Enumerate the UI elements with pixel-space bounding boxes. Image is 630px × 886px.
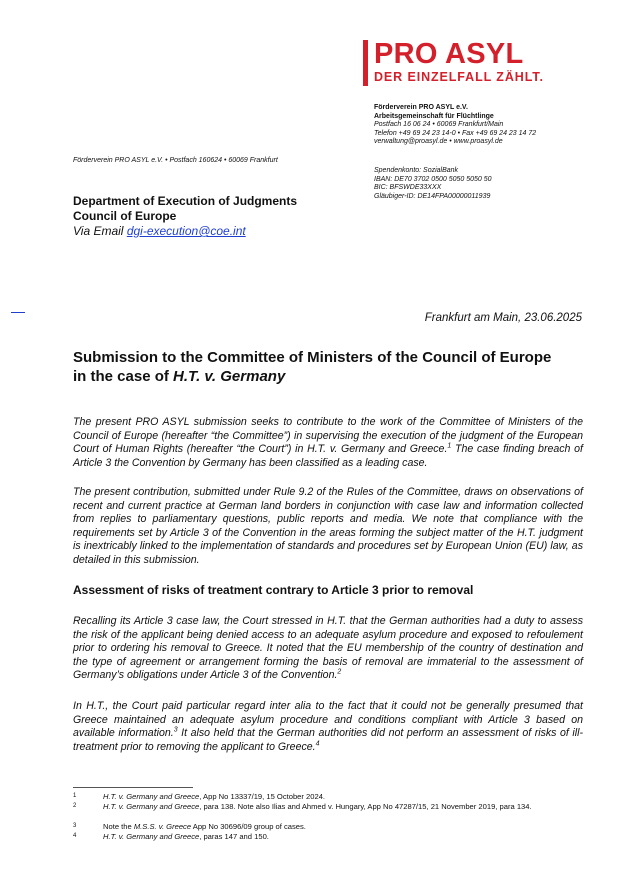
paragraph-2: The present contribution, submitted under Rule 9.2 of the Rules of the Committee, draws on observations of recent and current practice at German land borders in conjunction with case law and information collected from replies to parliamentary questions, public reports and media. We note that compliance with the requirements set by Article 3 of the Convention in the areas forming the subject matter of the H.T. judgment is inextricably linked to the implementation of standards and procedures set by European Union (EU) law, as detailed in this submission. <box>73 486 583 566</box>
margin-mark <box>11 312 25 313</box>
footnote-3-text <box>103 822 583 831</box>
footnote-4-number: 4 <box>73 833 77 839</box>
org-contact-block <box>374 104 536 147</box>
bank-account: Spendenkonto: SozialBank <box>374 167 459 174</box>
footnote-ref-1[interactable]: 1 <box>447 442 452 450</box>
footnote-ref-2[interactable]: 2 <box>337 668 342 676</box>
footnote-1-case: H.T. v. Germany and Greece <box>103 792 200 801</box>
footnote-3 <box>73 822 583 832</box>
paragraph-4 <box>73 700 583 754</box>
org-name: Förderverein PRO ASYL e.V. <box>374 104 468 111</box>
footnote-1 <box>73 792 583 802</box>
sender-line: Förderverein PRO ASYL e.V. • Postfach 160624 • 60069 Frankfurt <box>73 157 278 164</box>
recipient-email-link[interactable]: dgi-execution@coe.int <box>126 224 246 238</box>
footnote-4-case: H.T. v. Germany and Greece <box>103 832 200 841</box>
paragraph-3-text: Recalling its Article 3 case law, the Court stressed in H.T. that the German authorities had a duty to assess the risk of the applicant being denied access to an adequate asylum procedure and exposed to refoulement prior to ordering his removal to Greece. It noted that the EU membership of the country of destination and the type of agreement or arrangement forming the basis of removal are immaterial to the assessment of Germany’s obligations under Article 3 of the Convention. <box>73 615 583 682</box>
document-date: Frankfurt am Main, 23.06.2025 <box>424 312 582 324</box>
logo-bar <box>363 40 368 86</box>
title-line-2 <box>73 367 593 386</box>
footnote-ref-4[interactable]: 4 <box>315 740 320 748</box>
paragraph-4-mid: It also held that the German authorities did not perform an assessment of risks of ill-treatment prior to removing the applicant to Greece. <box>73 727 583 753</box>
org-subtitle: Arbeitsgemeinschaft für Flüchtlinge <box>374 112 494 120</box>
bank-creditor-id: Gläubiger-ID: DE14FPA00000011939 <box>374 192 491 200</box>
footnote-2-number: 2 <box>73 803 77 809</box>
bank-bic: BIC: BFSWDE33XXX <box>374 184 442 192</box>
logo-name: PRO ASYL <box>374 38 524 70</box>
footnote-3-number: 3 <box>73 823 77 829</box>
footnote-3-rest: App No 30696/09 group of cases. <box>191 822 306 831</box>
title-line-1: Submission to the Committee of Ministers of the Council of Europe <box>73 349 552 366</box>
recipient-department: Department of Execution of Judgments <box>73 194 298 208</box>
org-address: Postfach 16 06 24 • 60069 Frankfurt/Main <box>374 121 504 129</box>
footnote-ref-3[interactable]: 3 <box>173 726 178 734</box>
org-phone: Telefon +49 69 24 23 14-0 • Fax +49 69 24 23 14 72 <box>374 129 537 137</box>
recipient-email-line <box>73 224 297 239</box>
org-web: verwaltung@proasyl.de • www.proasyl.de <box>374 138 503 146</box>
footnote-2 <box>73 802 583 822</box>
section-heading: Assessment of risks of treatment contrary to Article 3 prior to removal <box>73 583 474 597</box>
footnote-1-text <box>103 792 583 801</box>
paragraph-1-end: The case finding breach of Article 3 the Convention by Germany has been classified as a leading case. <box>73 443 584 469</box>
title-line-2-prefix: in the case of <box>73 368 174 385</box>
footnote-4 <box>73 832 583 842</box>
footnote-3-pre: Note the <box>103 822 134 831</box>
footnote-2-case: H.T. v. Germany and Greece <box>103 802 200 811</box>
recipient-organisation: Council of Europe <box>73 209 177 223</box>
footnote-2-rest: , para 138. Note also Ilias and Ahmed v. Hungary, App No 47287/15, 21 November 2019, para 134. <box>199 802 532 811</box>
footnote-3-case: M.S.S. v. Greece <box>133 822 192 831</box>
footnote-1-rest: , App No 13337/19, 15 October 2024. <box>199 792 326 801</box>
bank-details-block <box>374 167 492 201</box>
title-case-name: H.T. v. Germany <box>173 368 286 385</box>
paragraph-1-text: The present PRO ASYL submission seeks to contribute to the work of the Committee of Ministers of the Council of Europe (hereafter “the Committee”) in supervising the execution of the judgment of the European Court of Human Rights (hereafter “the Court”) in H.T. v. Germany and Greece. <box>73 416 583 456</box>
paragraph-4-text: In H.T., the Court paid particular regard inter alia to the fact that it could not be generally presumed that Greece maintained an adequate asylum procedure and conditions compliant with Article 3 based on available information. <box>73 700 583 740</box>
footnote-4-rest: , paras 147 and 150. <box>199 832 269 841</box>
logo-tagline: DER EINZELFALL ZÄHLT. <box>374 70 544 84</box>
paragraph-3 <box>73 615 583 683</box>
bank-iban: IBAN: DE70 3702 0500 5050 5050 50 <box>374 175 492 183</box>
footnote-2-text <box>103 802 583 811</box>
recipient-block <box>73 194 297 239</box>
footnote-4-text <box>103 832 583 841</box>
footnote-separator <box>73 787 193 788</box>
footnote-1-number: 1 <box>73 793 77 799</box>
document-title <box>73 348 593 386</box>
recipient-via-label: Via Email <box>73 224 127 238</box>
paragraph-1 <box>73 416 583 470</box>
